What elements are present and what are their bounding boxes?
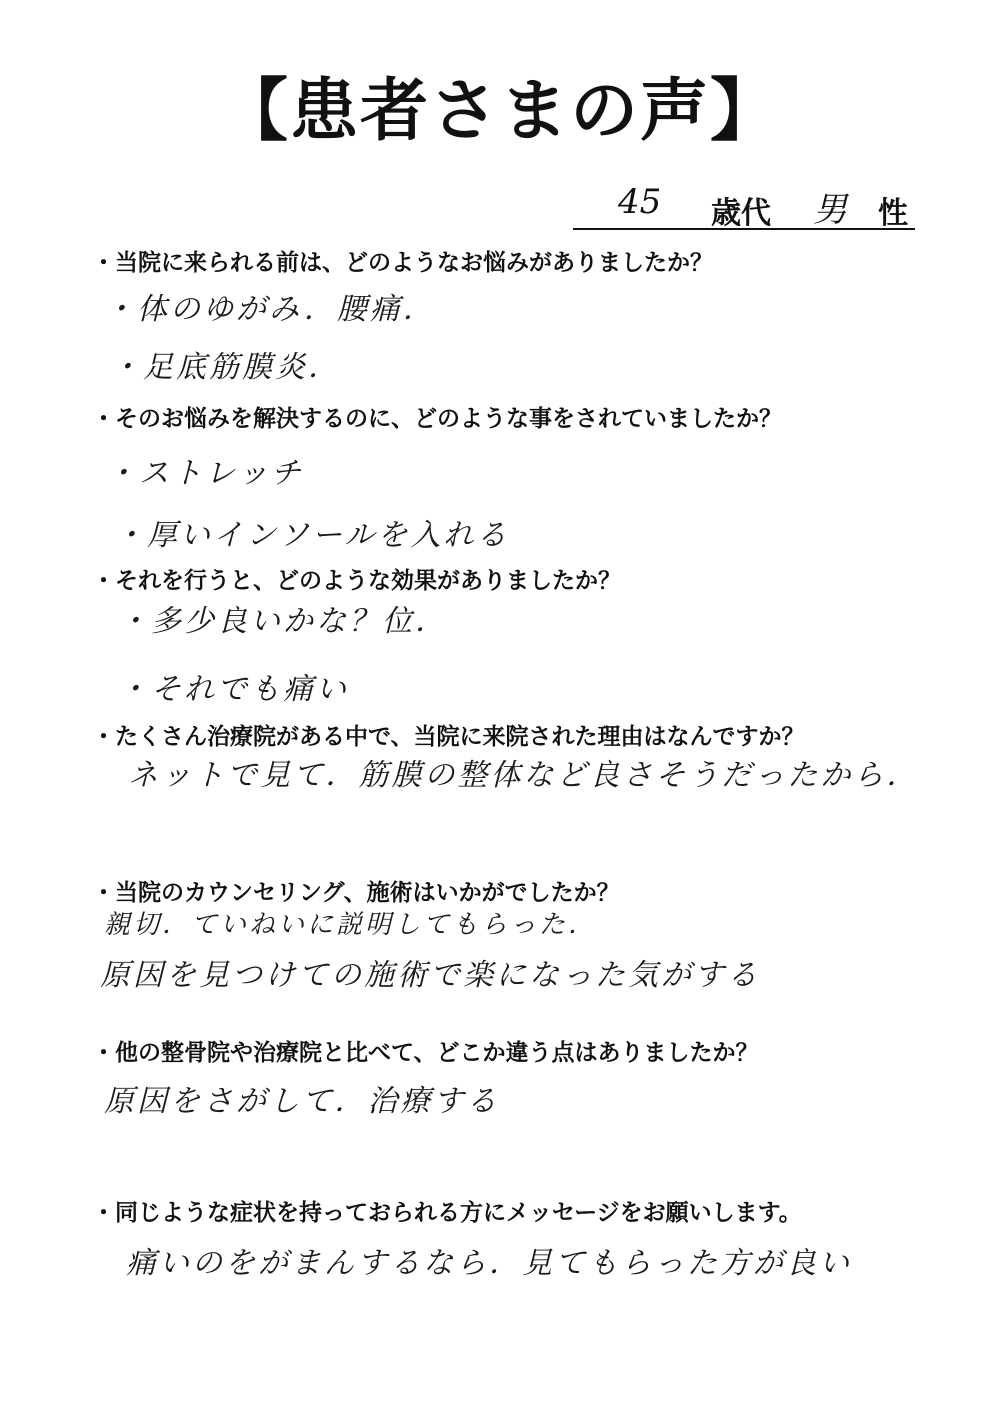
handwritten-answer: 原因を見つけての施術で楽になった気がする [100,958,760,993]
handwritten-answer: ・体のゆがみ．腰痛． [104,292,436,327]
age-label: 歳代 [711,196,771,231]
gender-label: 性 [878,196,908,231]
question-text: ・それを行うと、どのような効果がありましたか？ [92,568,621,594]
page-title: 【患者さまの声】 [219,72,780,151]
question-text: ・たくさん治療院がある中で、当院に来院された理由はなんですか？ [92,724,805,750]
question-text: ・同じような症状を持っておられる方にメッセージをお願いします。 [92,1200,802,1226]
question-text: ・そのお悩みを解決するのに、どのような事をされていましたか？ [92,406,782,432]
handwritten-answer: ネットで見て．筋膜の整体など良さそうだったから． [128,758,920,793]
handwritten-answer: ・ストレッチ [106,456,304,491]
handwritten-answer: ・それでも痛い [118,672,349,707]
handwritten-answer: ・足底筋膜炎． [110,350,341,385]
handwritten-answer: ・多少良いかな？位． [118,604,448,639]
question-text: ・当院に来られる前は、どのようなお悩みがありましたか？ [92,250,713,276]
handwritten-answer: 原因をさがして．治療する [104,1084,500,1119]
respondent-profile-line [573,180,915,230]
gender-value: 男 [813,190,847,230]
question-text: ・当院のカウンセリング、施術はいかがでしたか？ [92,880,620,906]
handwritten-answer: 親切．ていねいに説明してもらった． [104,910,598,940]
question-text: ・他の整骨院や治療院と比べて、どこか違う点はありましたか？ [92,1040,759,1066]
handwritten-answer: ・厚いインソールを入れる [114,518,510,553]
handwritten-answer: 痛いのをがまんするなら．見てもらった方が良い [126,1246,852,1281]
age-value: 45 [618,182,662,222]
